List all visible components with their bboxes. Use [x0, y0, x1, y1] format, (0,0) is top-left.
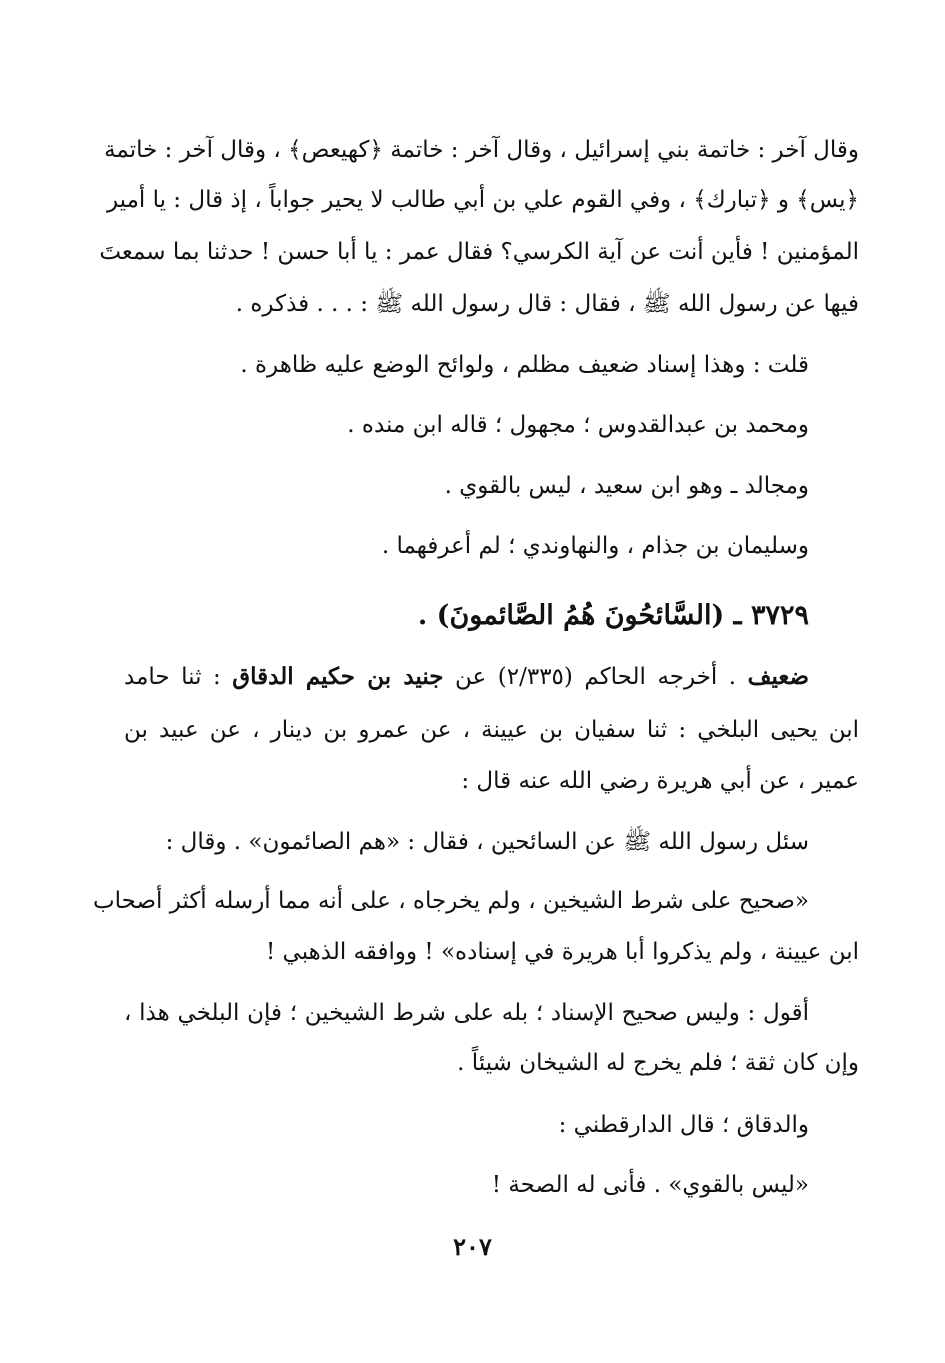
grading-source: . أخرجه الحاكم (٢/٣٣٥) عن: [443, 664, 748, 690]
hadith-title: ٣٧٢٩ ـ (السَّائحُونَ هُمُ الصَّائمونَ) .: [417, 600, 809, 631]
top-paragraph-line-1: وقال آخر : خاتمة بني إسرائيل ، وقال آخر : خاتمة ﴿كهيعص﴾ ، وقال آخر : خاتمة: [104, 137, 859, 163]
note-line-3: ومجالد ـ وهو ابن سعيد ، ليس بالقوي .: [444, 473, 809, 499]
author-comment-line-1: أقول : وليس صحيح الإسناد ؛ بله على شرط الشيخين ؛ فإن البلخي هذا ،: [124, 1000, 809, 1026]
narrator-name: جنيد بن حكيم الدقاق: [232, 663, 444, 690]
daraqutni-quote: «ليس بالقوي» . فأنى له الصحة !: [491, 1172, 809, 1198]
hakim-quote-line-2: ابن عيينة ، ولم يذكروا أبا هريرة في إسناده» ! ووافقه الذهبي !: [265, 939, 859, 965]
grading-line-3: عمير ، عن أبي هريرة رضي الله عنه قال :: [461, 768, 859, 794]
top-paragraph-line-2: ﴿يس﴾ و ﴿تبارك﴾ ، وفي القوم علي بن أبي طالب لا يحير جواباً ، إذ قال : يا أمير: [106, 187, 859, 213]
page-number: ٢٠٧: [453, 1232, 492, 1261]
daraqutni-intro: والدقاق ؛ قال الدارقطني :: [558, 1112, 809, 1138]
top-paragraph-line-4: فيها عن رسول الله ﷺ ، فقال : قال رسول الله ﷺ : . . . فذكره .: [235, 291, 859, 317]
note-line-4: وسليمان بن جذام ، والنهاوندي ؛ لم أعرفهما .: [381, 533, 809, 559]
grading-line-1: [124, 660, 809, 694]
hadith-text: سئل رسول الله ﷺ عن السائحين ، فقال : «هم الصائمون» . وقال :: [165, 829, 809, 855]
note-line-2: ومحمد بن عبدالقدوس ؛ مجهول ؛ قاله ابن منده .: [347, 412, 809, 438]
grade-label: ضعيف: [747, 663, 810, 690]
grading-line-1-end: : ثنا حامد: [124, 664, 233, 690]
author-comment-line-2: وإن كان ثقة ؛ فلم يخرج له الشيخان شيئاً .: [457, 1050, 859, 1076]
grading-line-2: ابن يحيى البلخي : ثنا سفيان بن عيينة ، عن عمرو بن دينار ، عن عبيد بن: [124, 717, 859, 743]
note-line-1: قلت : وهذا إسناد ضعيف مظلم ، ولوائح الوضع عليه ظاهرة .: [240, 352, 809, 378]
hakim-quote-line-1: «صحيح على شرط الشيخين ، ولم يخرجاه ، على أنه مما أرسله أكثر أصحاب: [92, 888, 809, 914]
top-paragraph-line-3: المؤمنين ! فأين أنت عن آية الكرسي؟ فقال عمر : يا أبا حسن ! حدثنا بما سمعتَ: [99, 239, 859, 265]
